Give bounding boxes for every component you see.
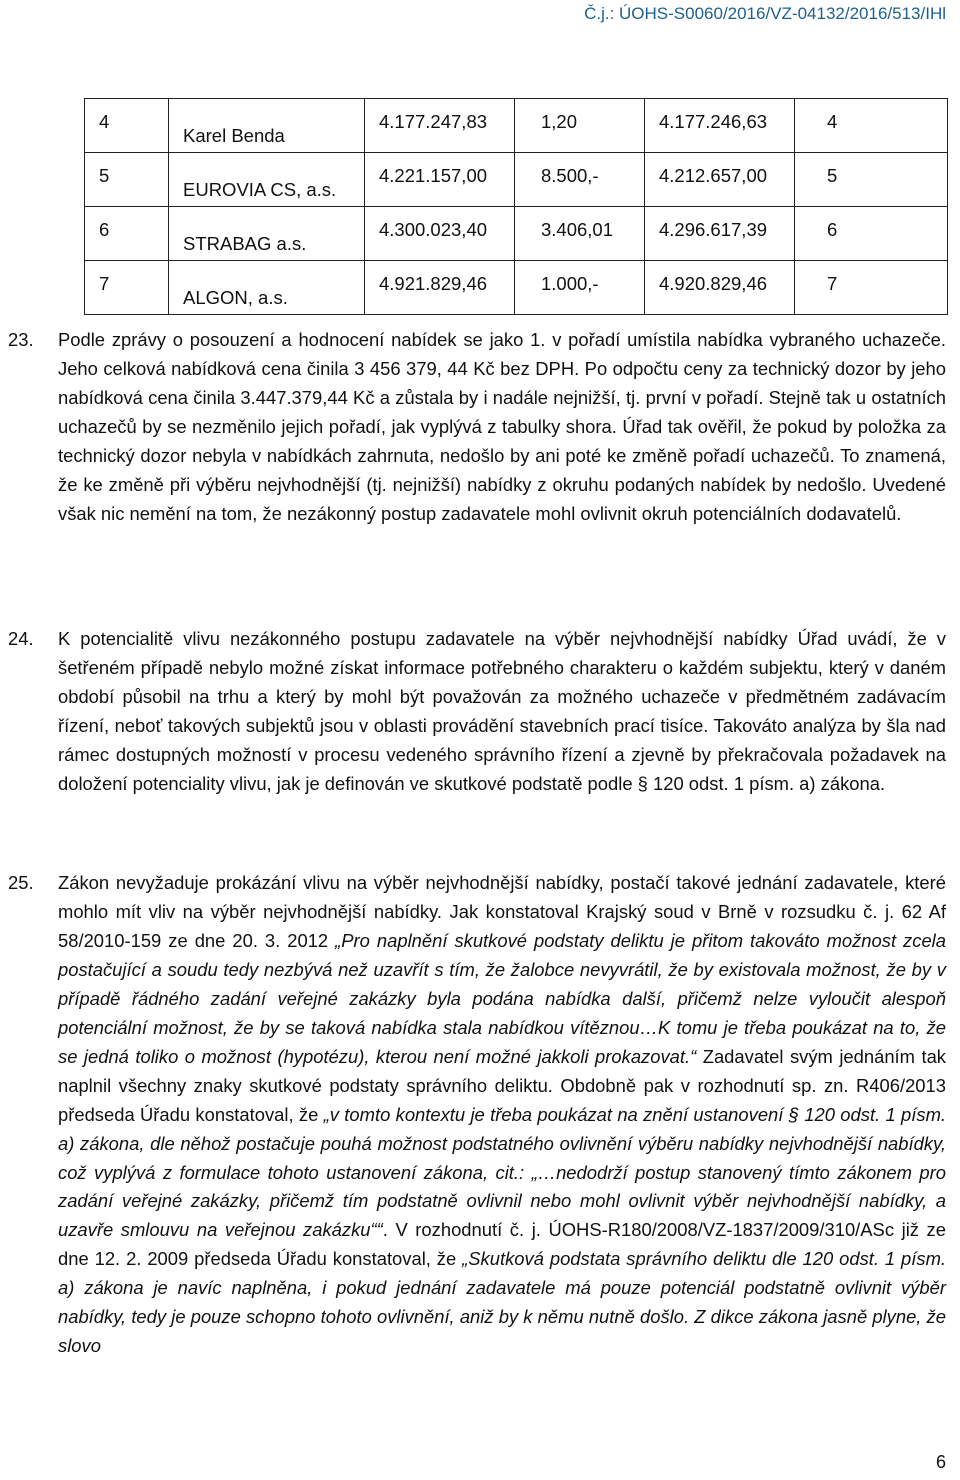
paragraph-number: 25. (8, 872, 34, 893)
table-row (85, 207, 948, 261)
paragraph-25 (8, 869, 946, 1361)
bidder-rank: 7 (795, 261, 948, 315)
bid-price: 4.221.157,00 (365, 153, 515, 207)
bidder-number: 7 (85, 261, 169, 315)
paragraph-24 (8, 625, 946, 799)
bidder-number: 5 (85, 153, 169, 207)
quoted-text: „Pro naplnění skutkové podstaty deliktu je přitom takováto možnost zcela postačující a soudu tedy nezbývá než uzavřít s tím, že žalobce nevyvrátil, že by existovala možnost, že by v případě řádného zadání veřejné zakázky byla podána nabídka další, přičemž nelze vyloučit alespoň potenciální možnost, že by se taková nabídka stala nabídkou vítěznou…K tomu je třeba poukázat na to, že se jedná toliko o možnost (hypotézu), kterou není možné jakkoli prokazovat.“ (58, 929, 946, 1067)
bidder-name: STRABAG a.s. (169, 207, 365, 261)
paragraph-text: Podle zprávy o posouzení a hodnocení nabídek se jako 1. v pořadí umístila nabídka vybraného uchazeče. Jeho celková nabídková cena činila 3 456 379, 44 Kč bez DPH. Po odpočtu ceny za technický dozor by jeho nabídková cena činila 3.447.379,44 Kč a zůstala by i nadále nejnižší, tj. první v pořadí. Stejně tak u ostatních uchazečů by se nezměnilo jejich pořadí, jak vyplývá z tabulky shora. Úřad tak ověřil, že pokud by položka za technický dozor nebyla v nabídkách zahrnuta, nedošlo by ani poté ke změně pořadí uchazečů. To znamená, že ke změně při výběru nejvhodnější (tj. nejnižší) nabídky z okruhu podaných nabídek by nedošlo. Uvedené však nic nemění na tom, že nezákonný postup zadavatele mohl ovlivnit okruh potenciálních dodavatelů. (58, 329, 946, 524)
table-row (85, 153, 948, 207)
results-table (84, 98, 948, 315)
bid-price: 4.177.247,83 (365, 99, 515, 153)
paragraph-body (58, 326, 946, 529)
paragraph-body (58, 869, 946, 1361)
paragraph-text: . V rozhodnutí č. j. ÚOHS-R180/2008/VZ-1837/2009/310/ASc již ze dne 12. 2. 2009 předseda Úřadu konstatoval, že (58, 1219, 946, 1270)
bidder-name: ALGON, a.s. (169, 261, 365, 315)
supervision-price: 8.500,- (515, 153, 645, 207)
bidder-rank: 5 (795, 153, 948, 207)
adjusted-price: 4.177.246,63 (645, 99, 795, 153)
paragraph-text: K potencialitě vlivu nezákonného postupu zadavatele na výběr nejvhodnější nabídky Úřad uvádí, že v šetřeném případě nebylo možné získat informace potřebného charakteru o každém subjektu, který v daném období působil na trhu a který by mohl být považován za možného uchazeče v předmětném zadávacím řízení, neboť takových subjektů jsou v oblasti provádění stavebních prací tisíce. Takováto analýza by šla nad rámec dostupných možností v procesu vedeného správního řízení a zjevně by překračovala požadavek na doložení potenciality vlivu, jak je definován ve skutkové podstatě podle § 120 odst. 1 písm. a) zákona. (58, 628, 946, 794)
adjusted-price: 4.920.829,46 (645, 261, 795, 315)
paragraph-number: 23. (8, 329, 34, 350)
paragraph-text: Zákon nevyžaduje prokázání vlivu na výběr nejvhodnější nabídky, postačí takové jednání zadavatele, které mohlo mít vliv na výběr nejvhodnější nabídky. Jak konstatoval Krajský soud v Brně v rozsudku č. j. 62 Af 58/2010-159 ze dne 20. 3. 2012 (58, 872, 946, 951)
adjusted-price: 4.296.617,39 (645, 207, 795, 261)
paragraph-number: 24. (8, 628, 34, 649)
table-row (85, 99, 948, 153)
bid-price: 4.300.023,40 (365, 207, 515, 261)
table-row (85, 261, 948, 315)
bidder-rank: 4 (795, 99, 948, 153)
paragraph-text: Zadavatel svým jednáním tak naplnil všechny znaky skutkové podstaty správního deliktu. Obdobně pak v rozhodnutí sp. zn. R406/2013 předseda Úřadu konstatoval, že (58, 1045, 946, 1125)
bid-price: 4.921.829,46 (365, 261, 515, 315)
bidder-name: EUROVIA CS, a.s. (169, 153, 365, 207)
quoted-text: „Skutková podstata správního deliktu dle 120 odst. 1 písm. a) zákona je navíc naplněna, i pokud jednání zadavatele má pouze potenciál podstatně ovlivnit výběr nabídky, tedy je pouze schopno tohoto ovlivnění, aniž by k němu nutně došlo. Z dikce zákona jasně plyne, že slovo (58, 1248, 946, 1357)
paragraph-23 (8, 326, 946, 529)
supervision-price: 1.000,- (515, 261, 645, 315)
bidder-number: 6 (85, 207, 169, 261)
adjusted-price: 4.212.657,00 (645, 153, 795, 207)
page-number: 6 (935, 1452, 946, 1472)
quoted-text: „v tomto kontextu je třeba poukázat na znění ustanovení § 120 odst. 1 písm. a) zákona, dle něhož postačuje pouhá možnost podstatného ovlivnění výběru nabídky nejvhodnější nabídky, což vyplývá z formulace tohoto ustanovení zákona, cit.: „…nedodrží postup stanovený tímto zákonem pro zadání veřejné zakázky, přičemž tím podstatně ovlivnil nebo mohl ovlivnit výběr nejvhodnější nabídky, a uzavře smlouvu na veřejnou zakázku““ (58, 1103, 947, 1241)
document-reference: Č.j.: ÚOHS-S0060/2016/VZ-04132/2016/513/IHl (584, 4, 946, 23)
supervision-price: 1,20 (515, 99, 645, 153)
bidder-name: Karel Benda (169, 99, 365, 153)
bidder-number: 4 (85, 99, 169, 153)
paragraph-body (58, 625, 946, 799)
bidder-rank: 6 (795, 207, 948, 261)
supervision-price: 3.406,01 (515, 207, 645, 261)
